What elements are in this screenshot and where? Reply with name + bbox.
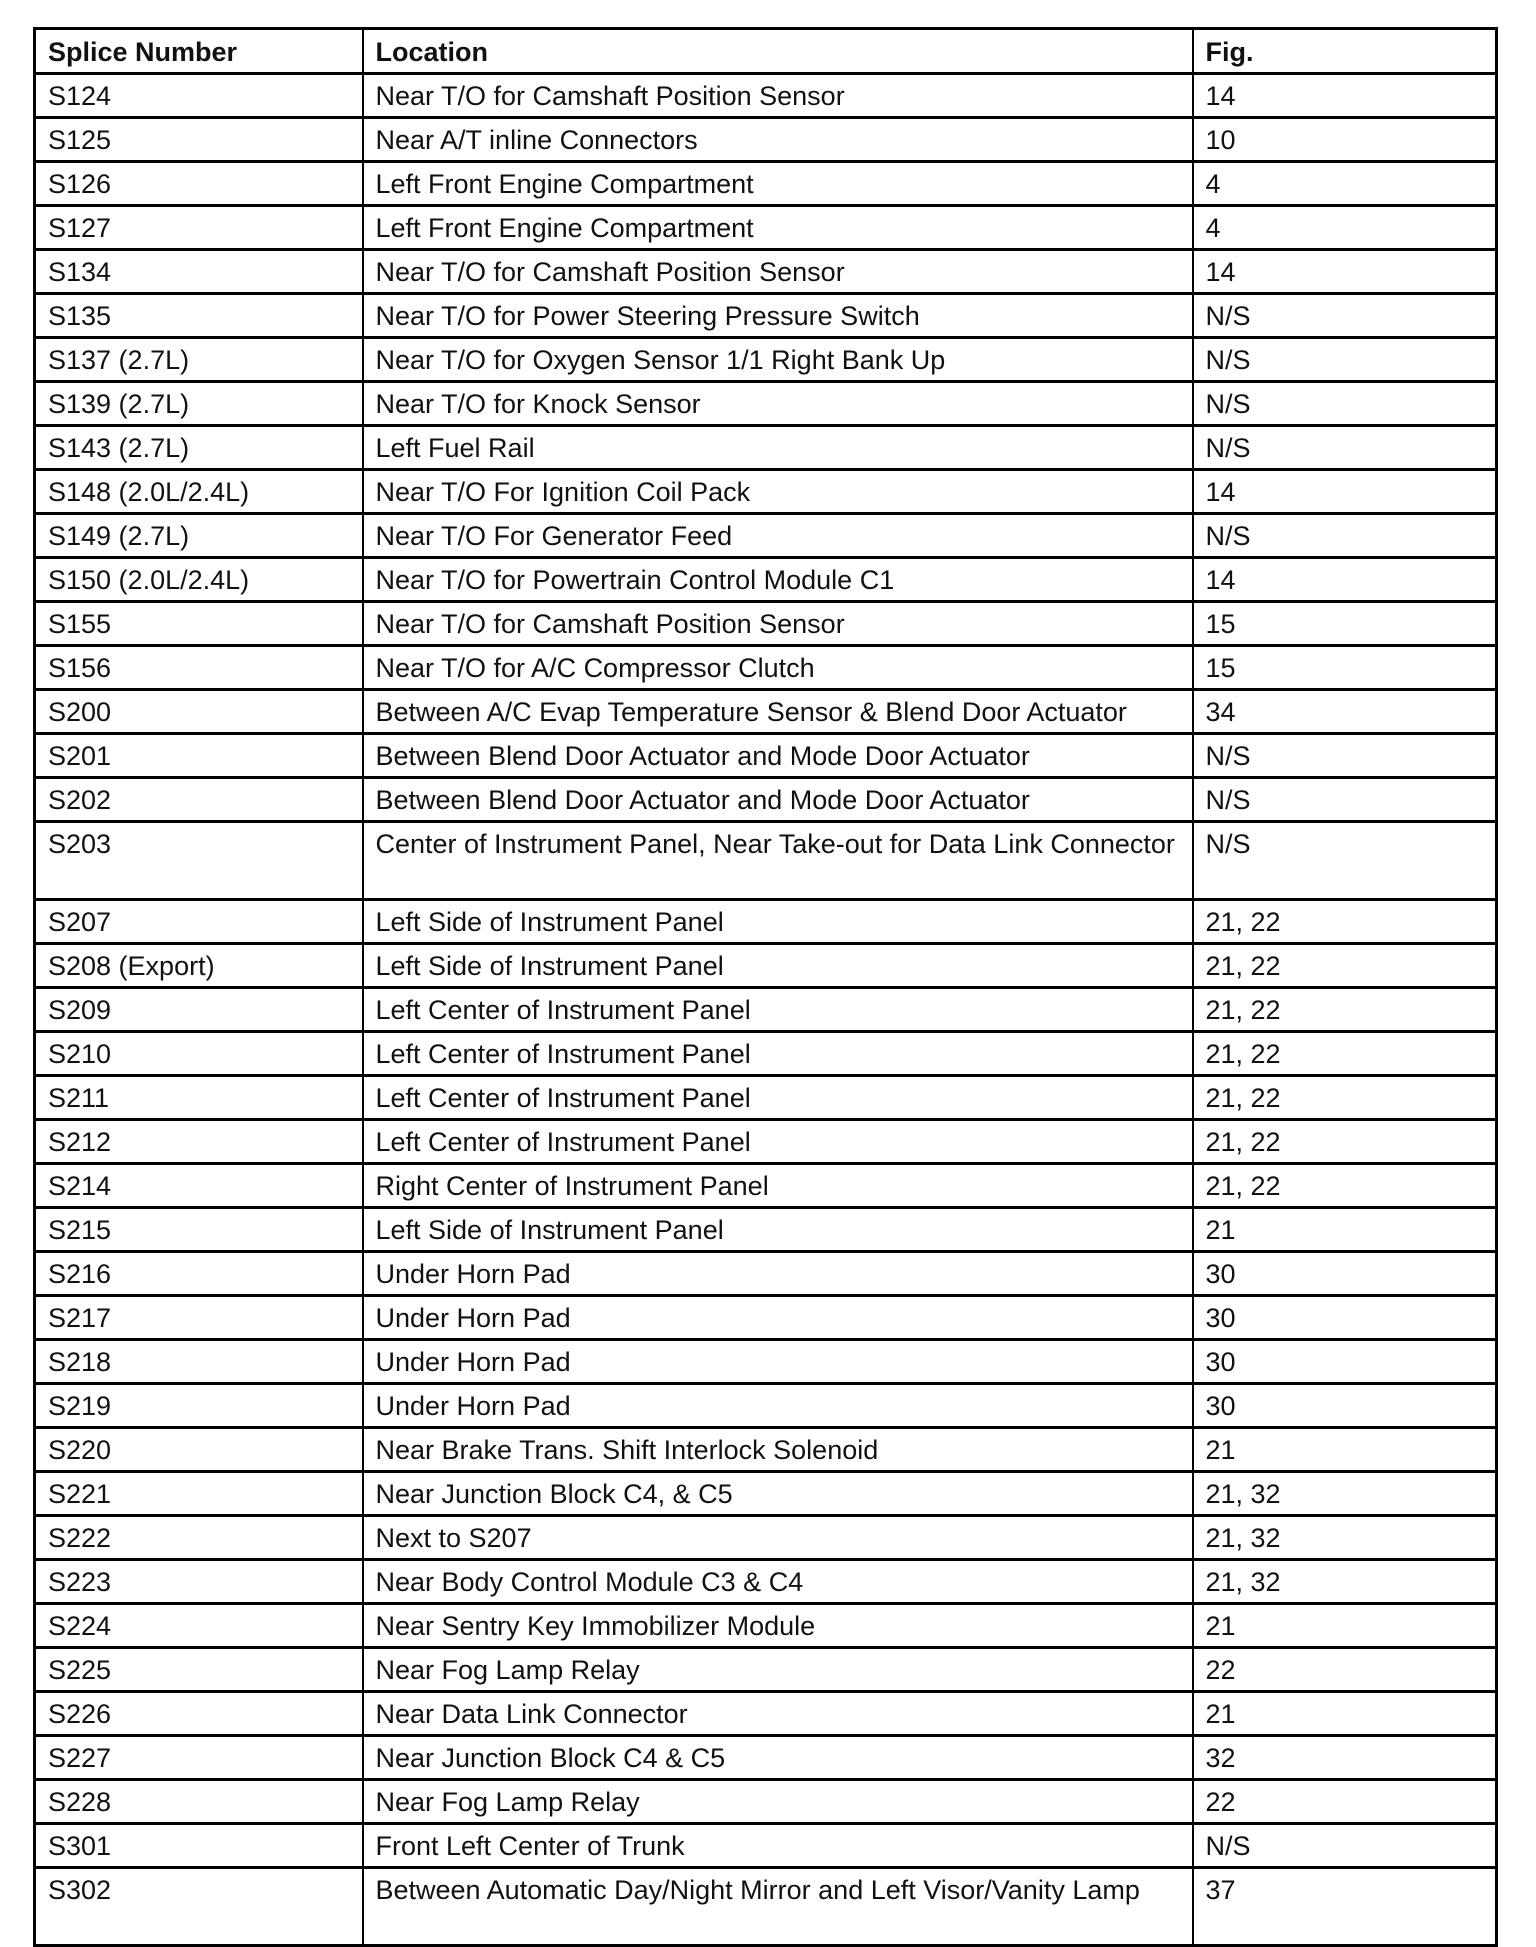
cell-fig: 21, 22 bbox=[1193, 1120, 1497, 1164]
cell-location: Left Side of Instrument Panel bbox=[363, 1208, 1193, 1252]
cell-location: Near T/O for Powertrain Control Module C1 bbox=[363, 558, 1193, 602]
table-row bbox=[35, 734, 1497, 778]
header-splice-number: Splice Number bbox=[35, 29, 363, 74]
cell-fig: N/S bbox=[1193, 1824, 1497, 1868]
cell-fig: 4 bbox=[1193, 206, 1497, 250]
table-row bbox=[35, 1780, 1497, 1824]
cell-splice-number: S226 bbox=[35, 1692, 363, 1736]
table-row bbox=[35, 74, 1497, 118]
table-row bbox=[35, 118, 1497, 162]
cell-splice-number: S125 bbox=[35, 118, 363, 162]
cell-splice-number: S124 bbox=[35, 74, 363, 118]
cell-splice-number: S223 bbox=[35, 1560, 363, 1604]
cell-splice-number: S225 bbox=[35, 1648, 363, 1692]
cell-fig: N/S bbox=[1193, 338, 1497, 382]
cell-location: Near T/O For Ignition Coil Pack bbox=[363, 470, 1193, 514]
table-row bbox=[35, 1164, 1497, 1208]
cell-fig: 21 bbox=[1193, 1604, 1497, 1648]
cell-fig: N/S bbox=[1193, 778, 1497, 822]
table-row bbox=[35, 778, 1497, 822]
splice-location-table bbox=[33, 27, 1498, 1947]
table-row bbox=[35, 1736, 1497, 1780]
cell-fig: 4 bbox=[1193, 162, 1497, 206]
cell-fig: 10 bbox=[1193, 118, 1497, 162]
cell-splice-number: S156 bbox=[35, 646, 363, 690]
table-body bbox=[35, 74, 1497, 1946]
cell-splice-number: S208 (Export) bbox=[35, 944, 363, 988]
cell-location: Left Front Engine Compartment bbox=[363, 206, 1193, 250]
cell-location: Under Horn Pad bbox=[363, 1384, 1193, 1428]
cell-fig: 30 bbox=[1193, 1296, 1497, 1340]
cell-fig: N/S bbox=[1193, 514, 1497, 558]
table-row bbox=[35, 426, 1497, 470]
cell-fig: N/S bbox=[1193, 734, 1497, 778]
cell-splice-number: S203 bbox=[35, 822, 363, 900]
cell-splice-number: S139 (2.7L) bbox=[35, 382, 363, 426]
cell-splice-number: S221 bbox=[35, 1472, 363, 1516]
cell-fig: 32 bbox=[1193, 1736, 1497, 1780]
cell-splice-number: S301 bbox=[35, 1824, 363, 1868]
cell-fig: 30 bbox=[1193, 1252, 1497, 1296]
cell-splice-number: S219 bbox=[35, 1384, 363, 1428]
cell-fig: 21 bbox=[1193, 1208, 1497, 1252]
cell-fig: 30 bbox=[1193, 1384, 1497, 1428]
cell-location: Left Center of Instrument Panel bbox=[363, 1076, 1193, 1120]
cell-location: Front Left Center of Trunk bbox=[363, 1824, 1193, 1868]
cell-fig: 21, 22 bbox=[1193, 1032, 1497, 1076]
cell-splice-number: S149 (2.7L) bbox=[35, 514, 363, 558]
cell-splice-number: S216 bbox=[35, 1252, 363, 1296]
cell-location: Left Fuel Rail bbox=[363, 426, 1193, 470]
cell-splice-number: S207 bbox=[35, 900, 363, 944]
table-header-row bbox=[35, 29, 1497, 74]
cell-fig: 14 bbox=[1193, 558, 1497, 602]
cell-splice-number: S134 bbox=[35, 250, 363, 294]
table-row bbox=[35, 162, 1497, 206]
table-row bbox=[35, 1868, 1497, 1946]
cell-fig: 14 bbox=[1193, 470, 1497, 514]
cell-splice-number: S209 bbox=[35, 988, 363, 1032]
cell-splice-number: S218 bbox=[35, 1340, 363, 1384]
cell-fig: N/S bbox=[1193, 382, 1497, 426]
cell-location: Near Junction Block C4 & C5 bbox=[363, 1736, 1193, 1780]
cell-splice-number: S212 bbox=[35, 1120, 363, 1164]
table-row bbox=[35, 514, 1497, 558]
table-row bbox=[35, 1648, 1497, 1692]
cell-location: Near A/T inline Connectors bbox=[363, 118, 1193, 162]
table-row bbox=[35, 1560, 1497, 1604]
header-fig: Fig. bbox=[1193, 29, 1497, 74]
cell-location: Between Automatic Day/Night Mirror and Left Visor/Vanity Lamp bbox=[363, 1868, 1193, 1946]
cell-location: Left Center of Instrument Panel bbox=[363, 1032, 1193, 1076]
cell-location: Near T/O for Oxygen Sensor 1/1 Right Bank Up bbox=[363, 338, 1193, 382]
cell-location: Left Center of Instrument Panel bbox=[363, 988, 1193, 1032]
table-row bbox=[35, 206, 1497, 250]
cell-location: Near T/O for Knock Sensor bbox=[363, 382, 1193, 426]
cell-fig: N/S bbox=[1193, 294, 1497, 338]
cell-location: Under Horn Pad bbox=[363, 1296, 1193, 1340]
table-row bbox=[35, 382, 1497, 426]
cell-splice-number: S211 bbox=[35, 1076, 363, 1120]
table-row bbox=[35, 294, 1497, 338]
cell-location: Near T/O for A/C Compressor Clutch bbox=[363, 646, 1193, 690]
cell-splice-number: S200 bbox=[35, 690, 363, 734]
cell-location: Left Side of Instrument Panel bbox=[363, 900, 1193, 944]
table-row bbox=[35, 1076, 1497, 1120]
table-row bbox=[35, 1296, 1497, 1340]
cell-splice-number: S126 bbox=[35, 162, 363, 206]
cell-splice-number: S143 (2.7L) bbox=[35, 426, 363, 470]
table-row bbox=[35, 338, 1497, 382]
cell-splice-number: S155 bbox=[35, 602, 363, 646]
table-row bbox=[35, 470, 1497, 514]
cell-splice-number: S210 bbox=[35, 1032, 363, 1076]
cell-location: Left Center of Instrument Panel bbox=[363, 1120, 1193, 1164]
table-row bbox=[35, 1340, 1497, 1384]
cell-location: Left Side of Instrument Panel bbox=[363, 944, 1193, 988]
cell-location: Near Body Control Module C3 & C4 bbox=[363, 1560, 1193, 1604]
cell-fig: 21 bbox=[1193, 1692, 1497, 1736]
cell-fig: 21, 32 bbox=[1193, 1516, 1497, 1560]
cell-location: Center of Instrument Panel, Near Take-out for Data Link Connector bbox=[363, 822, 1193, 900]
cell-fig: N/S bbox=[1193, 822, 1497, 900]
cell-fig: 21 bbox=[1193, 1428, 1497, 1472]
cell-location: Near T/O for Camshaft Position Sensor bbox=[363, 602, 1193, 646]
cell-fig: 21, 32 bbox=[1193, 1560, 1497, 1604]
cell-splice-number: S215 bbox=[35, 1208, 363, 1252]
cell-fig: 37 bbox=[1193, 1868, 1497, 1946]
cell-splice-number: S202 bbox=[35, 778, 363, 822]
table-row bbox=[35, 1208, 1497, 1252]
cell-fig: 22 bbox=[1193, 1780, 1497, 1824]
cell-splice-number: S220 bbox=[35, 1428, 363, 1472]
header-location: Location bbox=[363, 29, 1193, 74]
cell-fig: 30 bbox=[1193, 1340, 1497, 1384]
table-row bbox=[35, 1824, 1497, 1868]
table-row bbox=[35, 1120, 1497, 1164]
table-row bbox=[35, 1692, 1497, 1736]
table-row bbox=[35, 558, 1497, 602]
cell-splice-number: S222 bbox=[35, 1516, 363, 1560]
cell-splice-number: S217 bbox=[35, 1296, 363, 1340]
cell-fig: 21, 22 bbox=[1193, 944, 1497, 988]
table-row bbox=[35, 1384, 1497, 1428]
cell-location: Between A/C Evap Temperature Sensor & Blend Door Actuator bbox=[363, 690, 1193, 734]
cell-location: Near T/O for Power Steering Pressure Switch bbox=[363, 294, 1193, 338]
table-row bbox=[35, 646, 1497, 690]
table-row bbox=[35, 1472, 1497, 1516]
cell-splice-number: S201 bbox=[35, 734, 363, 778]
cell-splice-number: S150 (2.0L/2.4L) bbox=[35, 558, 363, 602]
cell-splice-number: S302 bbox=[35, 1868, 363, 1946]
cell-location: Between Blend Door Actuator and Mode Door Actuator bbox=[363, 778, 1193, 822]
cell-fig: N/S bbox=[1193, 426, 1497, 470]
cell-location: Near T/O For Generator Feed bbox=[363, 514, 1193, 558]
cell-location: Left Front Engine Compartment bbox=[363, 162, 1193, 206]
cell-location: Near Sentry Key Immobilizer Module bbox=[363, 1604, 1193, 1648]
table-row bbox=[35, 1516, 1497, 1560]
cell-fig: 14 bbox=[1193, 74, 1497, 118]
cell-location: Near T/O for Camshaft Position Sensor bbox=[363, 74, 1193, 118]
cell-location: Near Fog Lamp Relay bbox=[363, 1648, 1193, 1692]
cell-location: Near Brake Trans. Shift Interlock Solenoid bbox=[363, 1428, 1193, 1472]
table-row bbox=[35, 944, 1497, 988]
table-row bbox=[35, 988, 1497, 1032]
table-row bbox=[35, 690, 1497, 734]
cell-location: Under Horn Pad bbox=[363, 1252, 1193, 1296]
table-row bbox=[35, 1428, 1497, 1472]
table-row bbox=[35, 602, 1497, 646]
cell-location: Near T/O for Camshaft Position Sensor bbox=[363, 250, 1193, 294]
cell-splice-number: S137 (2.7L) bbox=[35, 338, 363, 382]
cell-fig: 22 bbox=[1193, 1648, 1497, 1692]
cell-fig: 21, 22 bbox=[1193, 1076, 1497, 1120]
cell-location: Between Blend Door Actuator and Mode Door Actuator bbox=[363, 734, 1193, 778]
cell-location: Next to S207 bbox=[363, 1516, 1193, 1560]
cell-fig: 21, 22 bbox=[1193, 900, 1497, 944]
cell-fig: 21, 32 bbox=[1193, 1472, 1497, 1516]
table-row bbox=[35, 1032, 1497, 1076]
cell-splice-number: S228 bbox=[35, 1780, 363, 1824]
cell-location: Under Horn Pad bbox=[363, 1340, 1193, 1384]
cell-splice-number: S224 bbox=[35, 1604, 363, 1648]
cell-splice-number: S135 bbox=[35, 294, 363, 338]
cell-splice-number: S214 bbox=[35, 1164, 363, 1208]
table-row bbox=[35, 822, 1497, 900]
cell-fig: 21, 22 bbox=[1193, 1164, 1497, 1208]
cell-location: Right Center of Instrument Panel bbox=[363, 1164, 1193, 1208]
cell-location: Near Fog Lamp Relay bbox=[363, 1780, 1193, 1824]
cell-splice-number: S148 (2.0L/2.4L) bbox=[35, 470, 363, 514]
table-row bbox=[35, 1604, 1497, 1648]
cell-location: Near Data Link Connector bbox=[363, 1692, 1193, 1736]
cell-fig: 15 bbox=[1193, 602, 1497, 646]
table-row bbox=[35, 250, 1497, 294]
cell-location: Near Junction Block C4, & C5 bbox=[363, 1472, 1193, 1516]
cell-fig: 34 bbox=[1193, 690, 1497, 734]
table-row bbox=[35, 900, 1497, 944]
table-row bbox=[35, 1252, 1497, 1296]
cell-fig: 15 bbox=[1193, 646, 1497, 690]
cell-splice-number: S227 bbox=[35, 1736, 363, 1780]
cell-fig: 14 bbox=[1193, 250, 1497, 294]
cell-fig: 21, 22 bbox=[1193, 988, 1497, 1032]
cell-splice-number: S127 bbox=[35, 206, 363, 250]
